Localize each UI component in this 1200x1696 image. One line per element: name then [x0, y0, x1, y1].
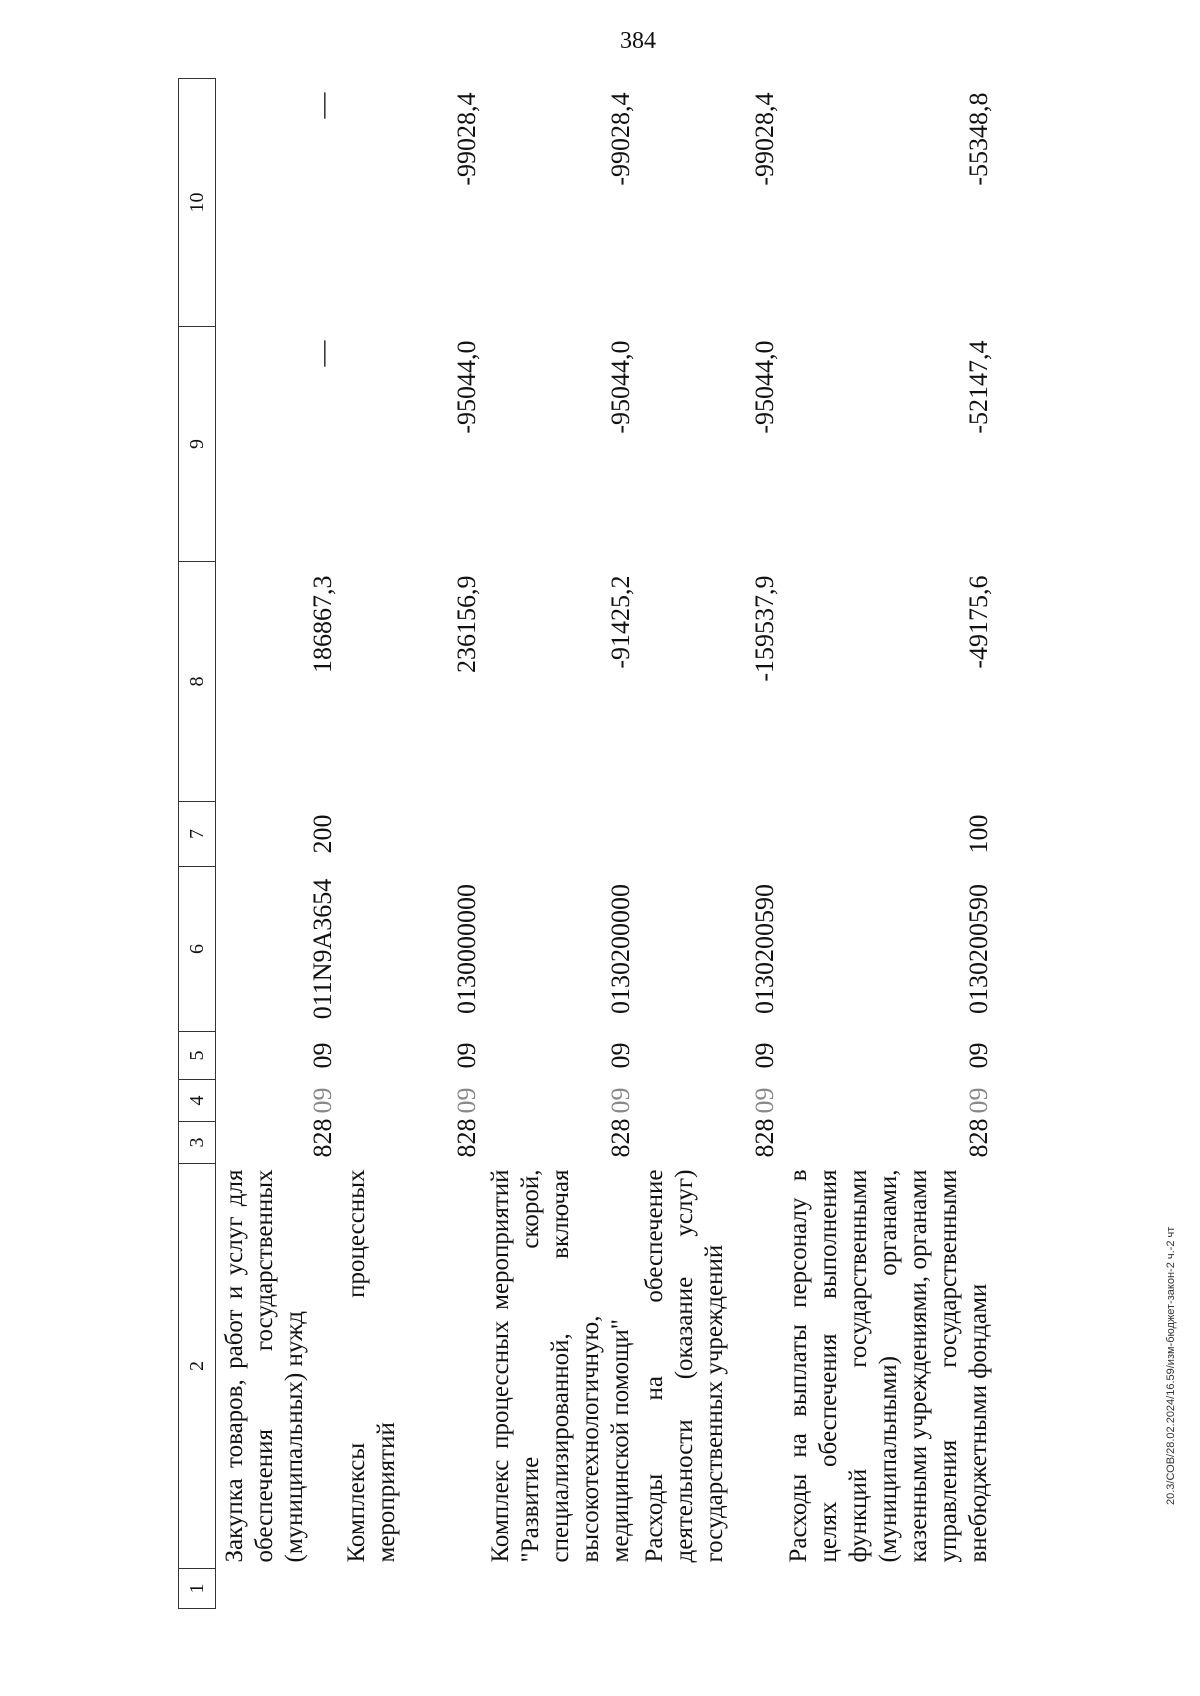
cell-c8: -49175,6	[964, 575, 993, 669]
cell-c9: -95044,0	[750, 340, 779, 434]
cell-c10: -99028,4	[750, 92, 779, 186]
cell-c4: 09	[606, 1087, 635, 1114]
cell-c10: -55348,8	[964, 92, 993, 186]
col-header-6: 6	[179, 867, 216, 1032]
cell-c9: -52147,4	[964, 340, 993, 434]
col-header-1: 1	[179, 1569, 216, 1609]
table-row	[216, 79, 339, 1609]
cell-c3: 828	[606, 1118, 635, 1158]
cell-c7	[338, 802, 482, 867]
page-number: 384	[620, 28, 656, 54]
cell-c9: -95044,0	[606, 340, 635, 434]
cell-description: Расходы на обеспечение деятельности (оказание услуг) государственных учреждений	[641, 1169, 728, 1563]
col-header-7: 7	[179, 802, 216, 867]
table-row	[482, 79, 636, 1609]
cell-c3: 828	[452, 1118, 481, 1158]
cell-c6: 0130200590	[750, 884, 779, 1014]
cell-c6: 011N9A3654	[308, 878, 337, 1020]
col-header-4: 4	[179, 1080, 216, 1122]
budget-table-rotated	[178, 79, 1058, 1609]
cell-c8: -91425,2	[606, 575, 635, 669]
cell-c8: 186867,3	[308, 575, 337, 673]
cell-c5: 09	[452, 1042, 481, 1069]
cell-c5: 09	[308, 1042, 337, 1069]
col-header-10: 10	[179, 79, 216, 327]
cell-c7	[482, 802, 636, 867]
cell-c6: 0130200000	[606, 884, 635, 1014]
cell-c1	[780, 1569, 994, 1609]
cell-c4: 09	[452, 1087, 481, 1114]
cell-c10: -99028,4	[452, 92, 481, 186]
cell-c1	[338, 1569, 482, 1609]
cell-c6: 0130000000	[452, 884, 481, 1014]
col-header-9: 9	[179, 327, 216, 562]
col-header-5: 5	[179, 1032, 216, 1080]
col-header-3: 3	[179, 1122, 216, 1164]
cell-c4: 09	[964, 1087, 993, 1114]
cell-c1	[482, 1569, 636, 1609]
cell-c8: 236156,9	[452, 575, 481, 673]
cell-c4: 09	[750, 1087, 779, 1114]
cell-c1	[216, 1569, 339, 1609]
cell-c4: 09	[308, 1087, 337, 1114]
cell-c10: —	[308, 92, 337, 119]
table-row	[636, 79, 780, 1609]
header-row	[179, 79, 216, 1609]
cell-c3: 828	[308, 1118, 337, 1158]
cell-c3: 828	[750, 1118, 779, 1158]
cell-c8: -159537,9	[750, 575, 779, 682]
cell-c9: -95044,0	[452, 340, 481, 434]
cell-c7: 200	[308, 814, 337, 854]
cell-description: Закупка товаров, работ и услуг для обеспечения государственных (муниципальных) нужд	[221, 1169, 308, 1563]
document-footer-code: 20.3/СОВ/28.02.2024/16.59/изм-бюджет-закон-2 ч.-2 чт	[1165, 1226, 1177, 1505]
cell-c6: 0130200590	[964, 884, 993, 1014]
table-row	[338, 79, 482, 1609]
cell-description: Расходы на выплаты персоналу в целях обеспечения выполнения функций государственными (муниципальными) органами, казенными учреждениями, органами управления государственными внебюджетными фондами	[785, 1169, 992, 1563]
cell-c10: -99028,4	[606, 92, 635, 186]
cell-c7	[636, 802, 780, 867]
cell-c3: 828	[964, 1118, 993, 1158]
col-header-8: 8	[179, 562, 216, 802]
col-header-2: 2	[179, 1164, 216, 1569]
cell-c5: 09	[750, 1042, 779, 1069]
cell-c1	[636, 1569, 780, 1609]
cell-description: Комплекс процессных мероприятий "Развитие скорой, специализированной, включая высокотехнологичную, медицинской помощи"	[487, 1169, 634, 1563]
cell-description: Комплексы процессных мероприятий	[343, 1169, 400, 1563]
cell-c5: 09	[606, 1042, 635, 1069]
cell-c9: —	[308, 340, 337, 367]
budget-table	[178, 78, 994, 1609]
cell-c5: 09	[964, 1042, 993, 1069]
table-row	[780, 79, 994, 1609]
cell-c7: 100	[964, 814, 993, 854]
